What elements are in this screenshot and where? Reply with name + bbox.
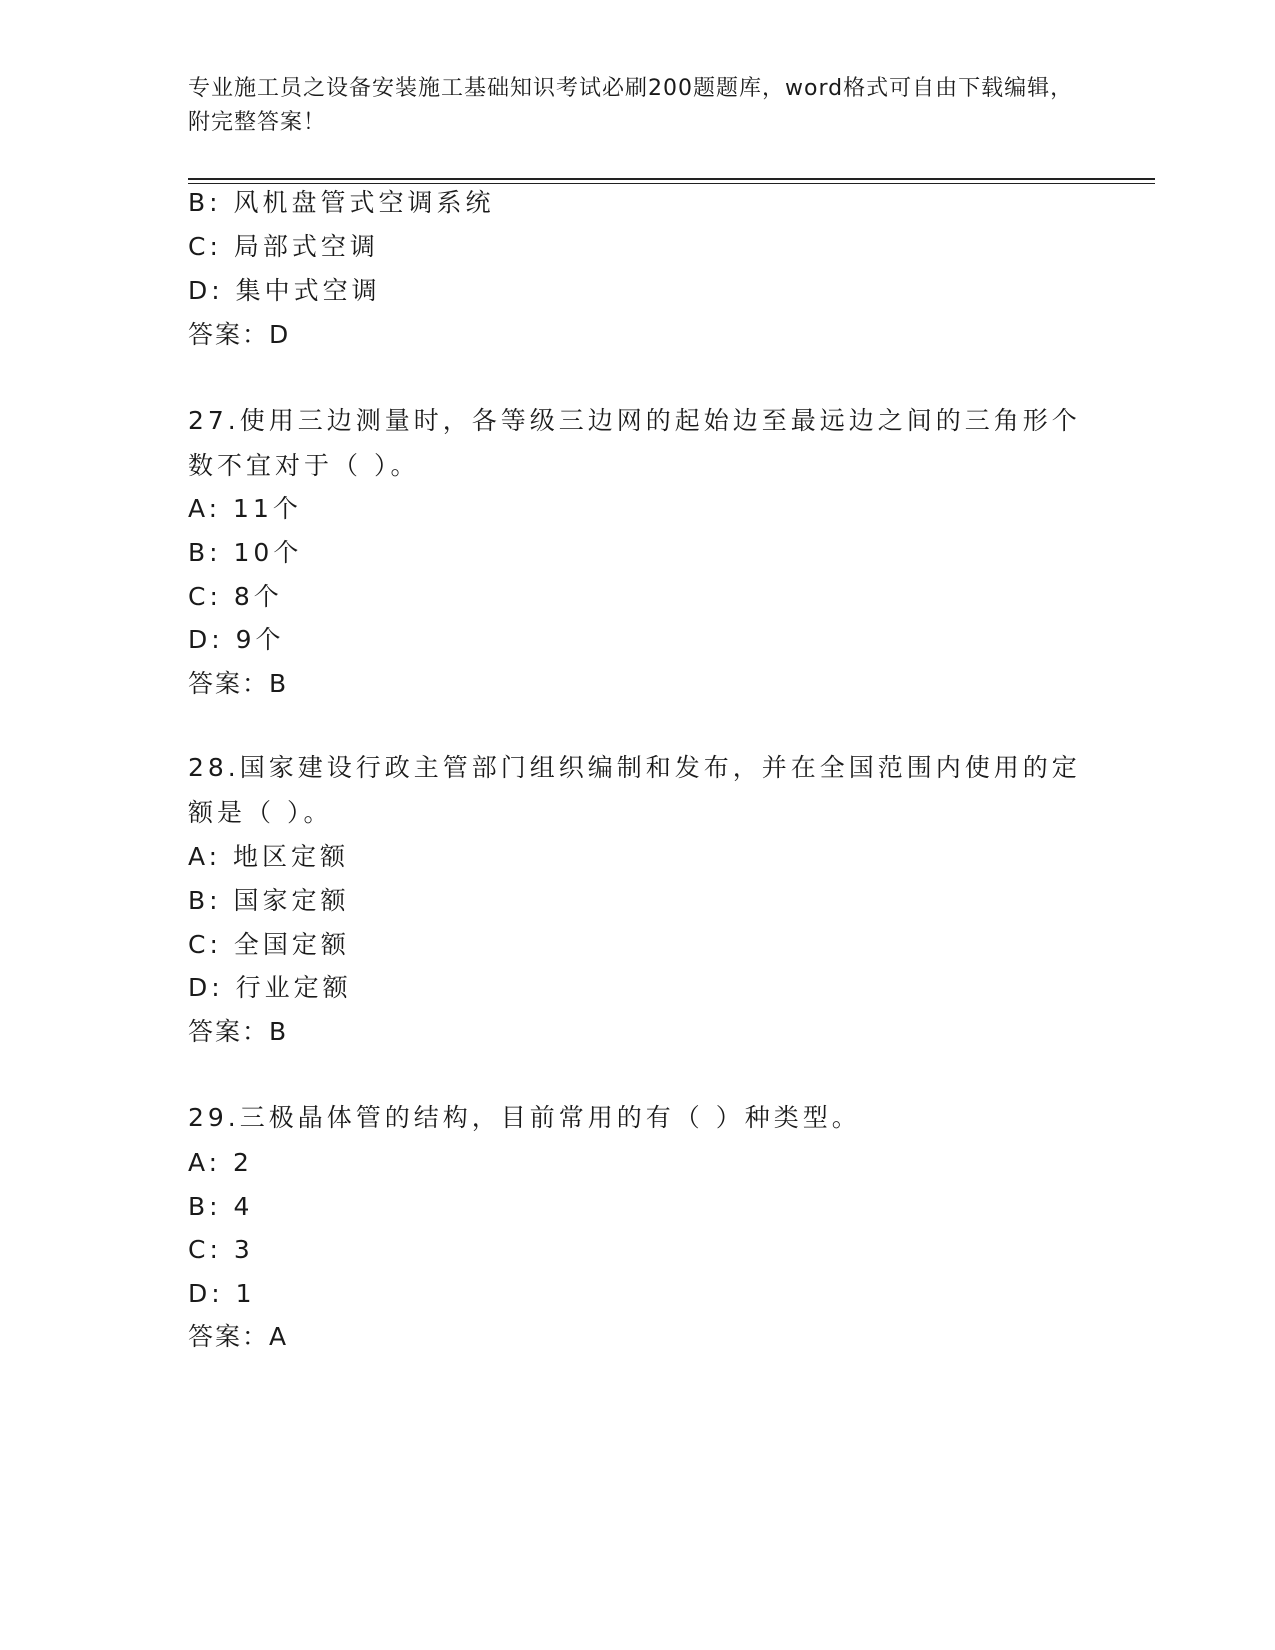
q28-option-c: C: 全国定额 [188,930,350,959]
q28-answer: 答案：B [188,1017,289,1046]
header-rule-thin [188,183,1155,184]
q29-option-c: C: 3 [188,1235,254,1264]
q29-question: 29.三极晶体管的结构，目前常用的有（ ）种类型。 [188,1103,861,1132]
q29-answer: 答案：A [188,1322,289,1351]
q29-option-d: D: 1 [188,1279,256,1308]
q27-option-d: D: 9个 [188,625,285,654]
q27-option-a: A: 11个 [188,494,302,523]
q27-question: 27.使用三边测量时，各等级三边网的起始边至最远边之间的三角形个数不宜对于（ ）。 [188,406,1081,480]
q26-answer: 答案：D [188,320,291,349]
q28-option-a: A: 地区定额 [188,842,350,871]
q26-option-d: D: 集中式空调 [188,276,381,305]
q28-question: 28.国家建设行政主管部门组织编制和发布，并在全国范围内使用的定额是（ ）。 [188,753,1081,827]
q28-option-d: D: 行业定额 [188,973,352,1002]
q27-option-b: B: 10个 [188,538,303,567]
header-rule-thick [188,178,1155,180]
q26-option-c: C: 局部式空调 [188,232,379,261]
q29-option-a: A: 2 [188,1148,253,1177]
document-header: 专业施工员之设备安装施工基础知识考试必刷200题题库，word格式可自由下载编辑，附完整答案！ [188,76,1074,135]
q28-option-b: B: 国家定额 [188,886,350,915]
q27-answer: 答案：B [188,669,289,698]
q26-option-b: B: 风机盘管式空调系统 [188,188,495,217]
q27-option-c: C: 8个 [188,582,283,611]
q29-option-b: B: 4 [188,1192,254,1221]
